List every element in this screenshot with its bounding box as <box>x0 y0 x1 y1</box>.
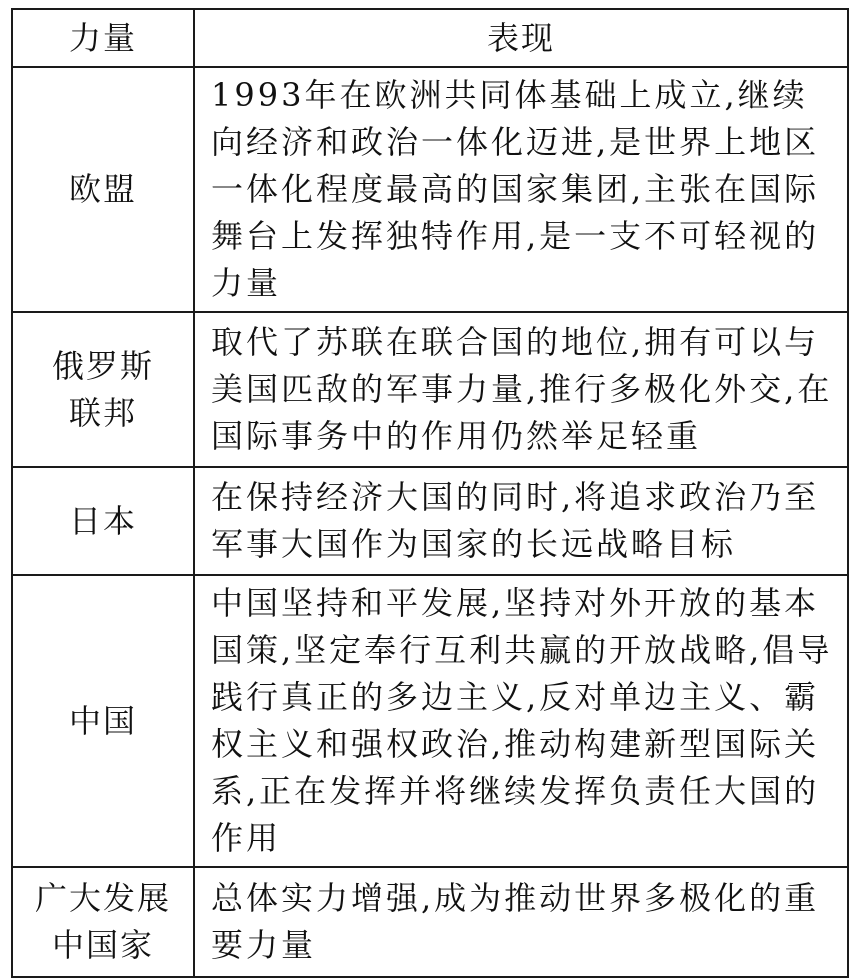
table-header-row <box>12 9 848 67</box>
performance-cell: 总体实力增强,成为推动世界多极化的重要力量 <box>194 867 848 977</box>
force-cell: 中国 <box>12 575 194 867</box>
column-header-force: 力量 <box>12 9 194 67</box>
force-cell: 欧盟 <box>12 67 194 312</box>
table-row <box>12 867 848 977</box>
performance-cell: 取代了苏联在联合国的地位,拥有可以与美国匹敌的军事力量,推行多极化外交,在国际事务中的作用仍然举足轻重 <box>194 312 848 467</box>
performance-cell: 1993年在欧洲共同体基础上成立,继续向经济和政治一体化迈进,是世界上地区一体化程度最高的国家集团,主张在国际舞台上发挥独特作用,是一支不可轻视的力量 <box>194 67 848 312</box>
document-page <box>11 8 847 978</box>
force-cell: 俄罗斯联邦 <box>12 312 194 467</box>
force-cell: 日本 <box>12 467 194 575</box>
force-cell: 广大发展中国家 <box>12 867 194 977</box>
performance-cell: 在保持经济大国的同时,将追求政治乃至军事大国作为国家的长远战略目标 <box>194 467 848 575</box>
table-row <box>12 575 848 867</box>
forces-table <box>11 8 849 978</box>
table-row <box>12 467 848 575</box>
performance-cell: 中国坚持和平发展,坚持对外开放的基本国策,坚定奉行互利共赢的开放战略,倡导践行真正的多边主义,反对单边主义、霸权主义和强权政治,推动构建新型国际关系,正在发挥并将继续发挥负责任大国的作用 <box>194 575 848 867</box>
column-header-performance: 表现 <box>194 9 848 67</box>
table-row <box>12 312 848 467</box>
table-row <box>12 67 848 312</box>
